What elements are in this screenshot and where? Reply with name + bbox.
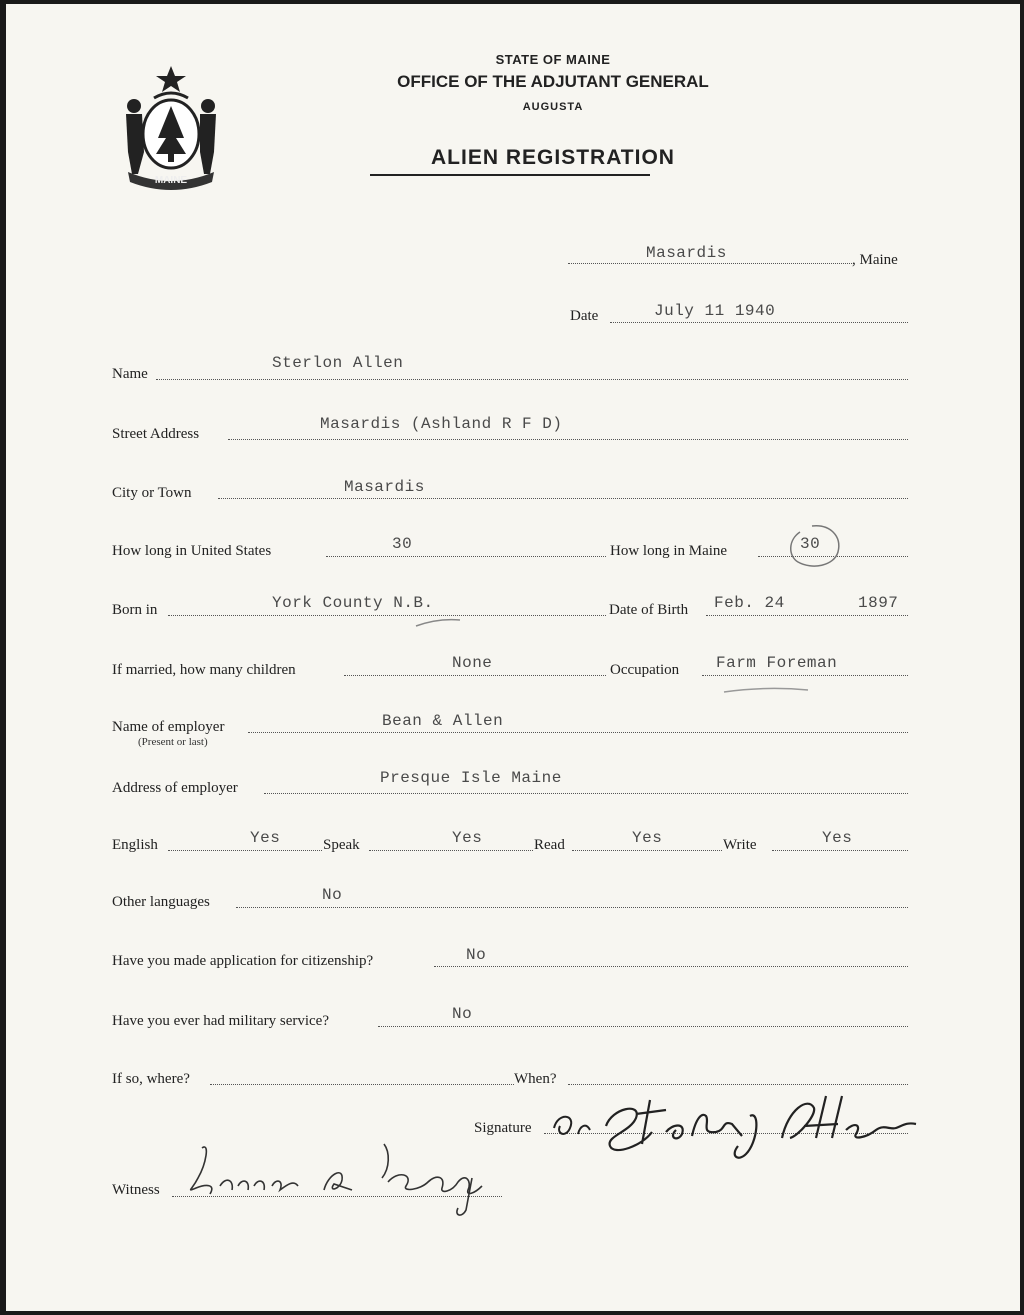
read-label: Read bbox=[534, 837, 565, 853]
header-city: AUGUSTA bbox=[522, 101, 584, 113]
born-value: York County N.B. bbox=[272, 594, 434, 612]
witness-handwriting bbox=[176, 1134, 506, 1224]
military-line bbox=[378, 1026, 908, 1027]
write-label: Write bbox=[723, 837, 757, 853]
occupation-pencil-mark bbox=[722, 684, 812, 698]
dob-value: Feb. 24 bbox=[714, 594, 785, 612]
name-label: Name bbox=[112, 366, 148, 382]
where-label: If so, where? bbox=[112, 1071, 190, 1087]
born-pencil-mark bbox=[414, 616, 464, 630]
occupation-value: Farm Foreman bbox=[716, 654, 838, 672]
seal-label: MAINE bbox=[154, 175, 188, 186]
born-label: Born in bbox=[112, 602, 158, 618]
registration-form bbox=[6, 4, 1020, 1311]
english-label: English bbox=[112, 837, 158, 853]
city-label: City or Town bbox=[112, 485, 192, 501]
dob-year: 1897 bbox=[858, 594, 899, 612]
maine-years-value: 30 bbox=[800, 535, 821, 553]
write-line bbox=[772, 850, 908, 851]
date-line bbox=[610, 322, 908, 323]
born-line bbox=[168, 615, 606, 616]
town-value: Masardis bbox=[646, 244, 727, 262]
read-value: Yes bbox=[632, 829, 663, 847]
employer-address-label: Address of employer bbox=[112, 780, 238, 796]
other-languages-line bbox=[236, 907, 908, 908]
when-label: When? bbox=[514, 1071, 557, 1087]
english-value: Yes bbox=[250, 829, 281, 847]
children-line bbox=[344, 675, 606, 676]
citizenship-label: Have you made application for citizenship? bbox=[112, 953, 374, 969]
citizenship-value: No bbox=[466, 946, 487, 964]
read-line bbox=[572, 850, 722, 851]
title-underline bbox=[370, 174, 650, 176]
date-label: Date bbox=[570, 308, 599, 324]
employer-sublabel: (Present or last) bbox=[138, 736, 208, 748]
date-value: July 11 1940 bbox=[654, 302, 776, 320]
citizenship-line bbox=[434, 966, 908, 967]
speak-value: Yes bbox=[452, 829, 483, 847]
employer-address-line bbox=[264, 793, 908, 794]
occupation-line bbox=[702, 675, 908, 676]
name-value: Sterlon Allen bbox=[272, 354, 404, 372]
name-line bbox=[156, 379, 908, 380]
town-suffix: , Maine bbox=[852, 252, 898, 268]
military-value: No bbox=[452, 1005, 473, 1023]
signature-label: Signature bbox=[474, 1120, 532, 1136]
maine-years-circle-mark bbox=[782, 522, 844, 570]
maine-years-label: How long in Maine bbox=[610, 543, 728, 559]
employer-value: Bean & Allen bbox=[382, 712, 504, 730]
dob-line bbox=[706, 615, 908, 616]
header-state: STATE OF MAINE bbox=[495, 52, 611, 67]
us-years-value: 30 bbox=[392, 535, 413, 553]
where-line bbox=[210, 1084, 514, 1085]
signature-handwriting bbox=[546, 1082, 926, 1162]
town-line bbox=[568, 263, 852, 264]
form-title: ALIEN REGISTRATION bbox=[431, 146, 675, 169]
street-label: Street Address bbox=[112, 426, 200, 442]
speak-line bbox=[369, 850, 533, 851]
occupation-label: Occupation bbox=[610, 662, 680, 678]
other-languages-value: No bbox=[322, 886, 343, 904]
military-label: Have you ever had military service? bbox=[112, 1013, 329, 1029]
street-line bbox=[228, 439, 908, 440]
english-line bbox=[168, 850, 322, 851]
header-office: OFFICE OF THE ADJUTANT GENERAL bbox=[397, 72, 709, 91]
dob-label: Date of Birth bbox=[609, 602, 689, 618]
witness-label: Witness bbox=[112, 1182, 160, 1198]
children-value: None bbox=[452, 654, 493, 672]
write-value: Yes bbox=[822, 829, 853, 847]
us-years-line bbox=[326, 556, 606, 557]
city-value: Masardis bbox=[344, 478, 425, 496]
employer-address-value: Presque Isle Maine bbox=[380, 769, 562, 787]
other-languages-label: Other languages bbox=[112, 894, 210, 910]
speak-label: Speak bbox=[323, 837, 360, 853]
employer-line bbox=[248, 732, 908, 733]
us-years-label: How long in United States bbox=[112, 543, 272, 559]
children-label: If married, how many children bbox=[112, 662, 296, 678]
city-line bbox=[218, 498, 908, 499]
employer-label: Name of employer bbox=[112, 719, 225, 735]
street-value: Masardis (Ashland R F D) bbox=[320, 415, 563, 433]
